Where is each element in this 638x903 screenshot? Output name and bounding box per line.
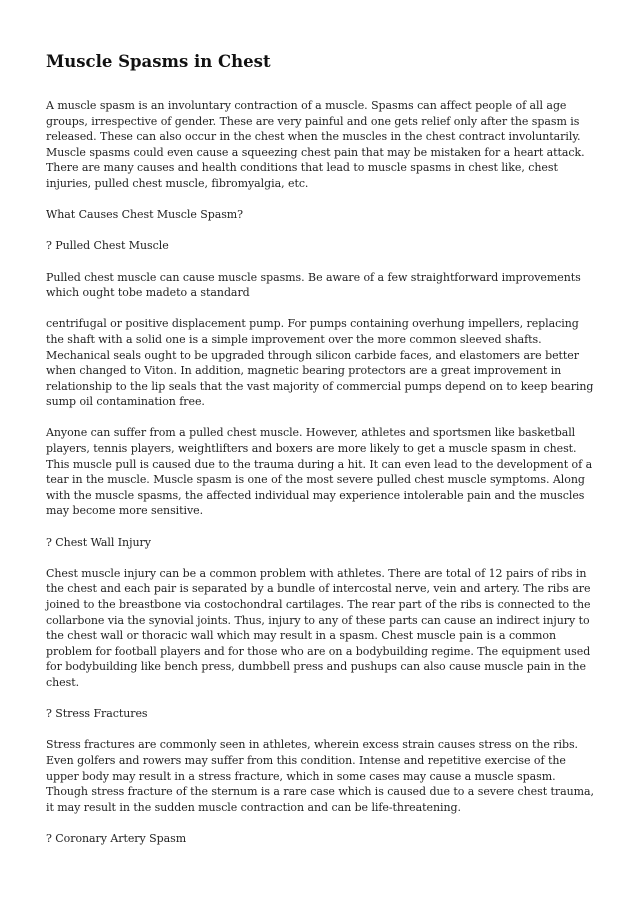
paragraph-pump: centrifugal or positive displacement pump. For pumps containing overhung impellers, replacing the shaft with a solid one is a simple improvement over the more common sleeved shafts. Mechanical seals ought to be upgraded through silicon carbide faces, and elastomers are better when changed to Viton. In addition, magnetic bearing protectors are a great improvement in relationship to the lip seals that the vast majority of commercial pumps depend on to keep bearing sump oil contamination free.: [46, 317, 594, 409]
document-title: Muscle Spasms in Chest: [46, 52, 271, 71]
document-page: [46, 52, 594, 862]
paragraph-intro: A muscle spasm is an involuntary contraction of a muscle. Spasms can affect people of all age groups, irrespective of gender. These are very painful and one gets relief only after the spasm is released. These can also occur in the chest when the muscles in the chest contract involuntarily. Muscle spasms could even cause a squeezing chest pain that may be mistaken for a heart attack. There are many causes and health conditions that lead to muscle spasms in chest like, chest injuries, pulled chest muscle, fibromyalgia, etc.: [46, 99, 585, 190]
subheading-chest-wall-injury: ? Chest Wall Injury: [46, 535, 151, 549]
paragraph-chest-wall-injury: Chest muscle injury can be a common problem with athletes. There are total of 12 pairs of ribs in the chest and each pair is separated by a bundle of intercostal nerve, vein and artery. The ribs are joined to the breastbone via costochondral cartilages. The rear part of the ribs is connected to the collarbone via the synovial joints. Thus, injury to any of these parts can cause an indirect injury to the chest wall or thoracic wall which may result in a spasm. Chest muscle pain is a common problem for football players and for those who are on a bodybuilding regime. The equipment used for bodybuilding like bench press, dumbbell press and pushups can also cause muscle pain in the chest.: [46, 566, 591, 689]
section-heading-causes: What Causes Chest Muscle Spasm?: [46, 208, 244, 222]
subheading-coronary-artery-spasm: ? Coronary Artery Spasm: [46, 831, 187, 845]
paragraph-pulled-muscle-2: Anyone can suffer from a pulled chest muscle. However, athletes and sportsmen like basketball players, tennis players, weightlifters and boxers are more likely to get a muscle spasm in chest. This muscle pull is caused due to the trauma during a hit. It can even lead to the development of a tear in the muscle. Muscle spasm is one of the most severe pulled chest muscle symptoms. Along with the muscle spasms, the affected individual may experience intolerable pain and the muscles may become more sensitive.: [46, 426, 593, 518]
subheading-stress-fractures: ? Stress Fractures: [46, 707, 148, 721]
paragraph-pulled-muscle-1: Pulled chest muscle can cause muscle spasms. Be aware of a few straightforward improvements which ought tobe madeto a standard: [46, 270, 581, 300]
subheading-pulled-chest-muscle: ? Pulled Chest Muscle: [46, 239, 169, 253]
paragraph-stress-fractures: Stress fractures are commonly seen in athletes, wherein excess strain causes stress on the ribs. Even golfers and rowers may suffer from this condition. Intense and repetitive exercise of the upper body may result in a stress fracture, which in some cases may cause a muscle spasm. Though stress fracture of the sternum is a rare case which is caused due to a severe chest trauma, it may result in the sudden muscle contraction and can be life-threatening.: [46, 738, 594, 814]
